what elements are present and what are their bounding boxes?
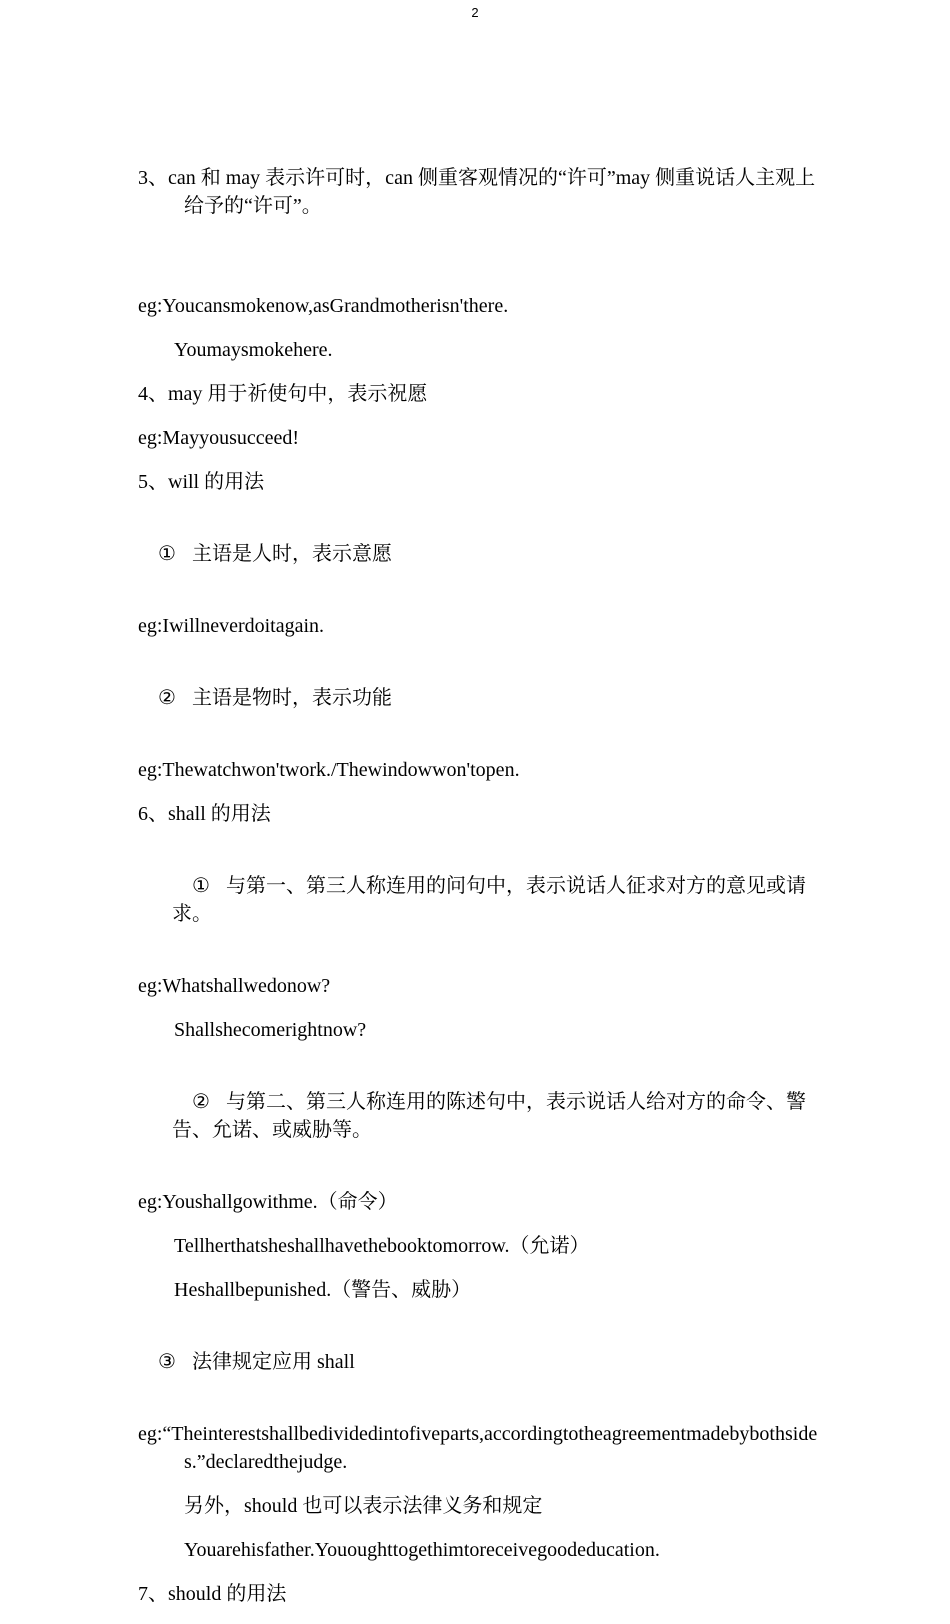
example-sentence: eg:Youcansmokenow,asGrandmotherisn'there. [138,295,509,317]
circled-number: ① [192,875,210,897]
paragraph-can-may [138,108,828,276]
list-item [138,512,828,596]
example-sentence: Youarehisfather.Yououghttogethimtoreceivegoodeducation. [184,1539,660,1561]
example-sentence: Tellherthatsheshallhavethebooktomorrow.（允诺） [174,1235,590,1257]
example-sentence: eg:Thewatchwon'twork./Thewindowwon'topen. [138,759,520,781]
list-item-text: 法律规定应用 shall [192,1351,355,1373]
circled-number: ② [158,687,176,709]
example-sentence: eg:Whatshallwedonow? [138,975,331,997]
list-item-text: 与第二、第三人称连用的陈述句中，表示说话人给对方的命令、警告、允诺、或威胁等。 [172,1091,806,1141]
example-sentence: Shallshecomerightnow? [174,1019,367,1041]
list-item [138,1320,828,1404]
circled-number: ② [192,1091,210,1113]
section-heading-shall: 6、shall 的用法 [138,803,271,825]
section-heading-will: 5、will 的用法 [138,471,265,493]
list-item [138,1060,828,1172]
paragraph-text: 3、can 和 may 表示许可时，can 侧重客观情况的“许可”may 侧重说话人主观上给予的“许可”。 [138,167,816,217]
example-sentence: Heshallbepunished.（警告、威胁） [174,1279,472,1301]
example-sentence: Youmaysmokehere. [174,339,333,361]
example-sentence: eg:“Theinterestshallbedividedintofiveparts,accordingtotheagreementmadebybothsides.”declaredthejudge. [138,1423,818,1473]
page-number: 2 [471,5,479,20]
example-sentence: eg:Mayyousucceed! [138,427,300,449]
circled-number: ③ [158,1351,176,1373]
list-item-text: 主语是物时，表示功能 [192,687,392,709]
section-heading-should: 7、should 的用法 [138,1583,287,1605]
document-body [138,108,828,1624]
list-item-text: 与第一、第三人称连用的问句中，表示说话人征求对方的意见或请求。 [172,875,806,925]
example-sentence: eg:Youshallgowithme.（命令） [138,1191,398,1213]
list-item [138,844,828,956]
list-item [138,656,828,740]
section-heading-may: 4、may 用于祈使句中，表示祝愿 [138,383,428,405]
list-item-text: 主语是人时，表示意愿 [192,543,392,565]
example-sentence: eg:Iwillneverdoitagain. [138,615,325,637]
note-paragraph: 另外，should 也可以表示法律义务和规定 [184,1495,543,1517]
circled-number: ① [158,543,176,565]
